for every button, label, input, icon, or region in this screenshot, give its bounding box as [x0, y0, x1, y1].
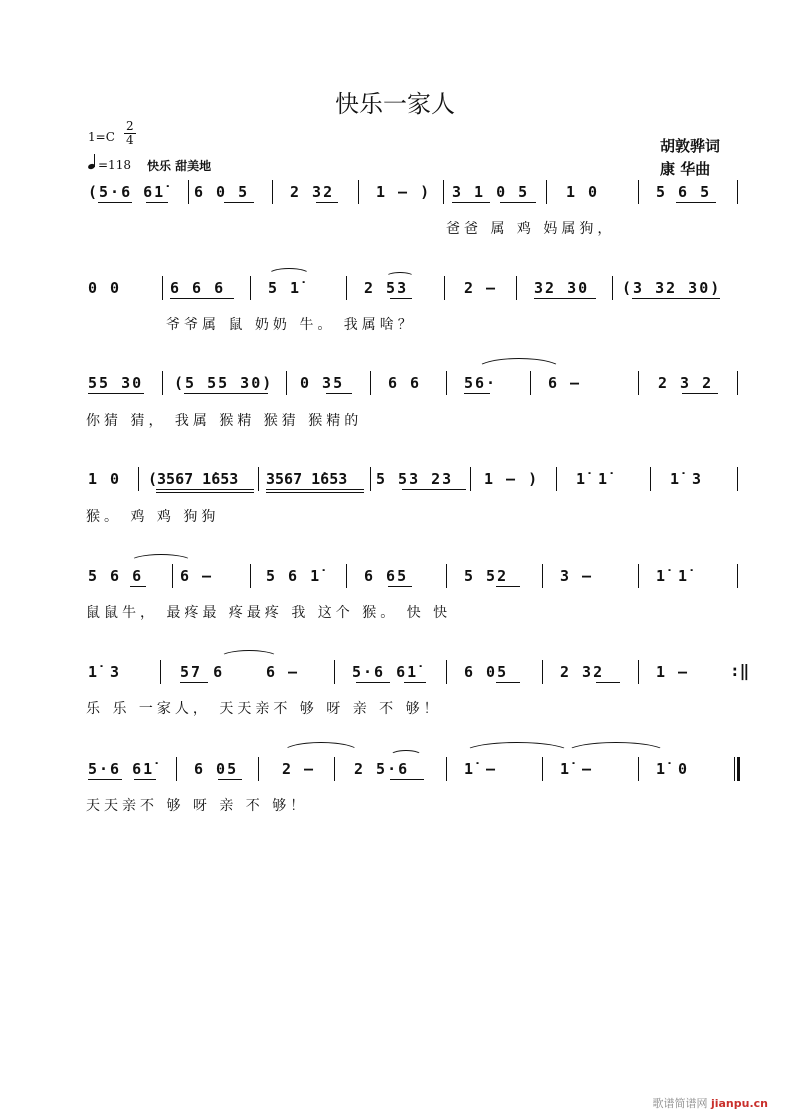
underline [596, 682, 620, 683]
measure: (3 32 30) [622, 279, 722, 297]
measure: 57 6 [180, 663, 225, 681]
tempo-marking [88, 155, 131, 172]
bar-line [638, 660, 639, 684]
slur [390, 750, 422, 761]
bar-line [556, 467, 557, 491]
measure: 6 05 [464, 663, 509, 681]
underline [464, 393, 490, 394]
underline [88, 779, 122, 780]
measure: (5·6 61̇ [88, 183, 166, 201]
final-bar-line [734, 757, 735, 781]
underline [452, 202, 490, 203]
underline [266, 489, 364, 490]
measure: 1 0 [566, 183, 600, 201]
underline [682, 393, 718, 394]
underline [500, 202, 536, 203]
underline [326, 393, 352, 394]
measure: 1 – [656, 663, 690, 681]
measure: 1̇ 1̇ [656, 567, 690, 585]
underline [404, 682, 426, 683]
tempo-value: =118 [98, 158, 131, 172]
measure: 5 1̇ [268, 279, 302, 297]
bar-line [346, 564, 347, 588]
measure: 2 – [282, 760, 316, 778]
bar-line [446, 371, 447, 395]
bar-line [162, 371, 163, 395]
lyric-line: 爷爷属 鼠 奶奶 牛。 我属啥？ [166, 317, 416, 333]
measure: (3567 1̇653 [148, 470, 239, 488]
measure: 6 – [180, 567, 214, 585]
underline [88, 393, 144, 394]
slur [130, 554, 192, 569]
underline [134, 779, 156, 780]
bar-line [162, 276, 163, 300]
bar-line [638, 371, 639, 395]
quarter-note-icon [88, 155, 98, 169]
bar-line [446, 757, 447, 781]
measure: 3 1 0 5 [452, 183, 530, 201]
time-signature-bottom: 4 [126, 133, 134, 147]
measure: 2 3 2 [658, 374, 714, 392]
lyric-line: 乐 乐 一家人， 天天亲不 够 呀 亲 不 够！ [86, 701, 442, 717]
bar-line [250, 276, 251, 300]
composer-credit: 康 华曲 [660, 160, 711, 178]
measure: 55 30 [88, 374, 144, 392]
underline [146, 202, 168, 203]
measure: 6 6 6 [170, 279, 226, 297]
watermark [652, 1095, 768, 1111]
final-bar-line [737, 757, 740, 781]
repeat-sign-icon: :‖ [730, 661, 750, 680]
underline [184, 393, 268, 394]
measure: 1̇ 3 [88, 663, 122, 681]
bar-line [346, 276, 347, 300]
watermark-domain: jianpu.cn [710, 1097, 768, 1110]
bar-line [138, 467, 139, 491]
bar-line [612, 276, 613, 300]
measure: 0 35 [300, 374, 345, 392]
watermark-site: 歌谱简谱网 [652, 1097, 708, 1110]
underline [156, 489, 254, 490]
bar-line [470, 467, 471, 491]
underline [496, 682, 520, 683]
slur [386, 272, 414, 281]
bar-line [334, 660, 335, 684]
bar-line [358, 180, 359, 204]
underline [632, 298, 720, 299]
bar-line [542, 564, 543, 588]
bar-line [250, 564, 251, 588]
slur [282, 742, 360, 763]
slur [566, 742, 666, 763]
measure: 6 05 [194, 760, 239, 778]
underline [180, 682, 208, 683]
measure: (5 55 30) [174, 374, 274, 392]
measure: 2 32 [560, 663, 605, 681]
underline [390, 298, 412, 299]
bar-line [370, 371, 371, 395]
bar-line [446, 660, 447, 684]
lyricist-credit: 胡敦骅词 [660, 137, 721, 155]
underline [316, 202, 338, 203]
measure: 6 6 [388, 374, 422, 392]
measure: 2 – [464, 279, 498, 297]
bar-line [272, 180, 273, 204]
bar-line [650, 467, 651, 491]
measure: 5 53 23 [376, 470, 454, 488]
measure: 6 – [266, 663, 300, 681]
bar-line [443, 180, 444, 204]
bar-line [542, 660, 543, 684]
measure: 5 52 [464, 567, 509, 585]
bar-line [286, 371, 287, 395]
measure: 1̇ – [464, 760, 498, 778]
underline [356, 682, 390, 683]
measure: 6 65 [364, 567, 409, 585]
bar-line [446, 564, 447, 588]
bar-line [638, 564, 639, 588]
bar-line [188, 180, 189, 204]
measure: 5 6 5 [656, 183, 712, 201]
bar-line [444, 276, 445, 300]
bar-line [737, 371, 738, 395]
bar-line [737, 467, 738, 491]
bar-line [370, 467, 371, 491]
slur [220, 650, 278, 665]
measure: 5 6 1̇ [266, 567, 322, 585]
bar-line [516, 276, 517, 300]
bar-line [638, 180, 639, 204]
measure: 5·6 61̇ [352, 663, 419, 681]
measure: 1 0 [88, 470, 122, 488]
underline [224, 202, 254, 203]
underline [402, 489, 466, 490]
underline [676, 202, 716, 203]
underline [266, 492, 364, 493]
bar-line [737, 564, 738, 588]
underline [388, 586, 412, 587]
slur [476, 358, 562, 381]
measure: 5·6 61̇ [88, 760, 155, 778]
lyric-line: 猴。 鸡 鸡 狗狗 [86, 509, 220, 525]
time-signature [124, 120, 136, 147]
measure: 1 – ) [376, 183, 432, 201]
key-signature: 1=C [88, 130, 115, 144]
bar-line [258, 467, 259, 491]
bar-line [737, 180, 738, 204]
underline [534, 298, 596, 299]
bar-line [546, 180, 547, 204]
lyric-line: 天天亲不 够 呀 亲 不 够！ [86, 798, 309, 814]
lyric-line: 鼠鼠牛， 最疼最 疼最疼 我 这个 猴。 快 快 [86, 605, 452, 621]
measure: 56· [464, 374, 498, 392]
underline [156, 492, 254, 493]
measure: 2 53 [364, 279, 409, 297]
bar-line [176, 757, 177, 781]
measure: 1̇ – [560, 760, 594, 778]
measure: 2 5·6 [354, 760, 410, 778]
lyric-line: 你猜 猜， 我属 猴精 猴猜 猴精的 [86, 413, 363, 429]
measure: 1̇ 3 [670, 470, 704, 488]
measure: 3567 1̇653 [266, 470, 348, 488]
measure: 3 – [560, 567, 594, 585]
underline [218, 779, 242, 780]
measure: 6 0 5 [194, 183, 250, 201]
underline [130, 586, 146, 587]
underline [98, 202, 132, 203]
underline [170, 298, 234, 299]
slur [464, 742, 570, 763]
lyric-line: 爸爸 属 鸡 妈属狗， [446, 221, 616, 237]
underline [390, 779, 424, 780]
measure: 5 6 6 [88, 567, 144, 585]
underline [496, 586, 520, 587]
bar-line [258, 757, 259, 781]
measure: 1 – ) [484, 470, 540, 488]
bar-line [160, 660, 161, 684]
time-signature-top: 2 [126, 119, 134, 133]
slur [268, 268, 310, 281]
measure: 6 – [548, 374, 582, 392]
measure: 1̇ 1̇ [576, 470, 610, 488]
measure: 0 0 [88, 279, 122, 297]
measure: 1̇ 0 [656, 760, 690, 778]
mood-marking: 快乐 甜美地 [147, 159, 212, 173]
measure: 2 32 [290, 183, 335, 201]
measure: 32 30 [534, 279, 590, 297]
song-title: 快乐一家人 [335, 90, 455, 118]
